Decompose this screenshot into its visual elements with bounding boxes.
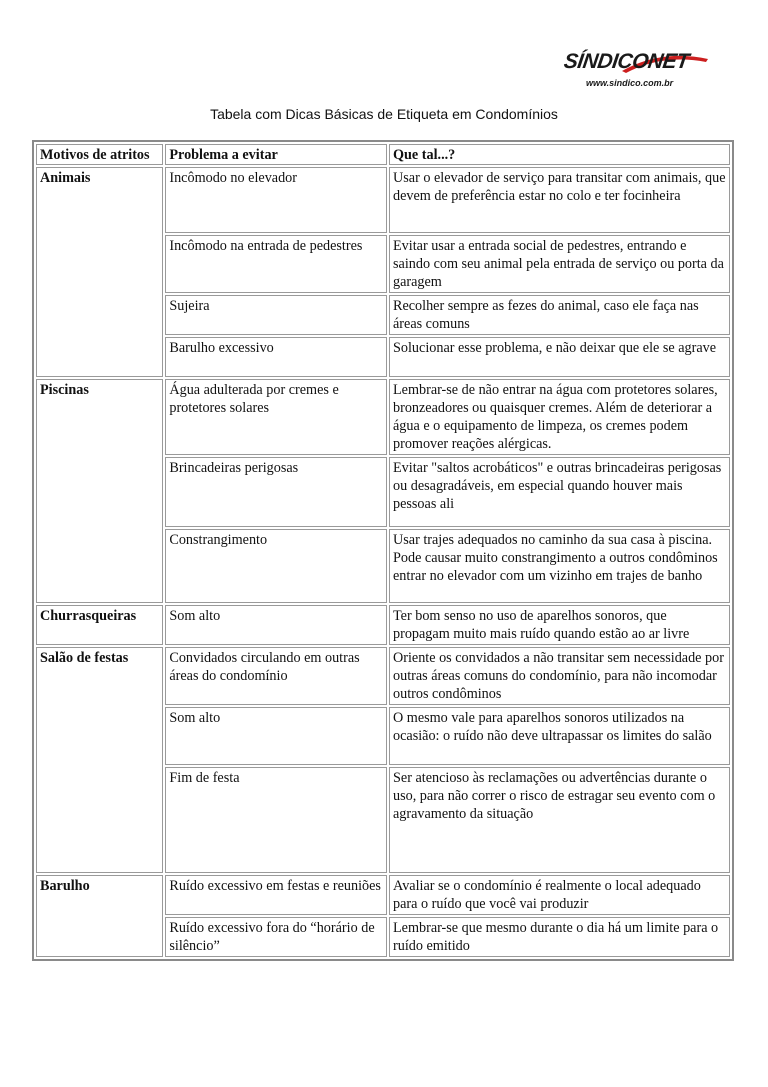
problema-cell: Constrangimento [165,529,387,603]
sugestao-cell: Usar trajes adequados no caminho da sua casa à piscina. Pode causar muito constrangimento a outros condôminos entrar no elevador com um vizinho em trajes de banho [389,529,730,603]
sugestao-cell: O mesmo vale para aparelhos sonoros utilizados na ocasião: o ruído não deve ultrapassar os limites do salão [389,707,730,765]
table-row [36,379,730,455]
sugestao-cell: Oriente os convidados a não transitar sem necessidade por outras áreas comuns do condomínio, para não incomodar outros condôminos [389,647,730,705]
problema-cell: Barulho excessivo [165,337,387,377]
table-row [36,875,730,915]
sugestao-cell: Lembrar-se que mesmo durante o dia há um limite para o ruído emitido [389,917,730,957]
problema-cell: Convidados circulando em outras áreas do condomínio [165,647,387,705]
sugestao-cell: Evitar usar a entrada social de pedestres, entrando e saindo com seu animal pela entrada de serviço ou porta da garagem [389,235,730,293]
problema-cell: Sujeira [165,295,387,335]
sugestao-cell: Lembrar-se de não entrar na água com protetores solares, bronzeadores ou quaisquer cremes. Além de deteriorar a água e o equipamento de limpeza, os cremes podem promover reações alérgicas. [389,379,730,455]
table-header-row [36,144,730,165]
problema-cell: Brincadeiras perigosas [165,457,387,527]
sugestao-cell: Ser atencioso às reclamações ou advertências durante o uso, para não correr o risco de estragar seu evento com o agravamento da situação [389,767,730,873]
sugestao-cell: Usar o elevador de serviço para transitar com animais, que devem de preferência estar no colo e ter focinheira [389,167,730,233]
document-title: Tabela com Dicas Básicas de Etiqueta em Condomínios [210,106,558,122]
table-row [36,167,730,233]
logo-url: www.sindico.com.br [586,78,674,88]
problema-cell: Som alto [165,605,387,645]
header-sugestao: Que tal...? [389,144,730,165]
sugestao-cell: Avaliar se o condomínio é realmente o local adequado para o ruído que você vai produzir [389,875,730,915]
problema-cell: Incômodo no elevador [165,167,387,233]
logo-wordmark: SÍNDICONET [562,50,691,73]
motivo-cell: Barulho [36,875,163,957]
problema-cell: Incômodo na entrada de pedestres [165,235,387,293]
sugestao-cell: Solucionar esse problema, e não deixar que ele se agrave [389,337,730,377]
header-motivos: Motivos de atritos [36,144,163,165]
problema-cell: Ruído excessivo fora do “horário de silêncio” [165,917,387,957]
motivo-cell: Churrasqueiras [36,605,163,645]
sindiconet-logo [560,50,720,94]
problema-cell: Ruído excessivo em festas e reuniões [165,875,387,915]
problema-cell: Água adulterada por cremes e protetores solares [165,379,387,455]
etiquette-table [32,140,734,961]
sugestao-cell: Ter bom senso no uso de aparelhos sonoros, que propagam muito mais ruído quando estão ao ar livre [389,605,730,645]
table-row [36,647,730,705]
motivo-cell: Piscinas [36,379,163,603]
table-row [36,605,730,645]
header-problema: Problema a evitar [165,144,387,165]
motivo-cell: Salão de festas [36,647,163,873]
sugestao-cell: Recolher sempre as fezes do animal, caso ele faça nas áreas comuns [389,295,730,335]
problema-cell: Som alto [165,707,387,765]
sugestao-cell: Evitar "saltos acrobáticos" e outras brincadeiras perigosas ou desagradáveis, em especial quando houver mais pessoas ali [389,457,730,527]
motivo-cell: Animais [36,167,163,377]
problema-cell: Fim de festa [165,767,387,873]
